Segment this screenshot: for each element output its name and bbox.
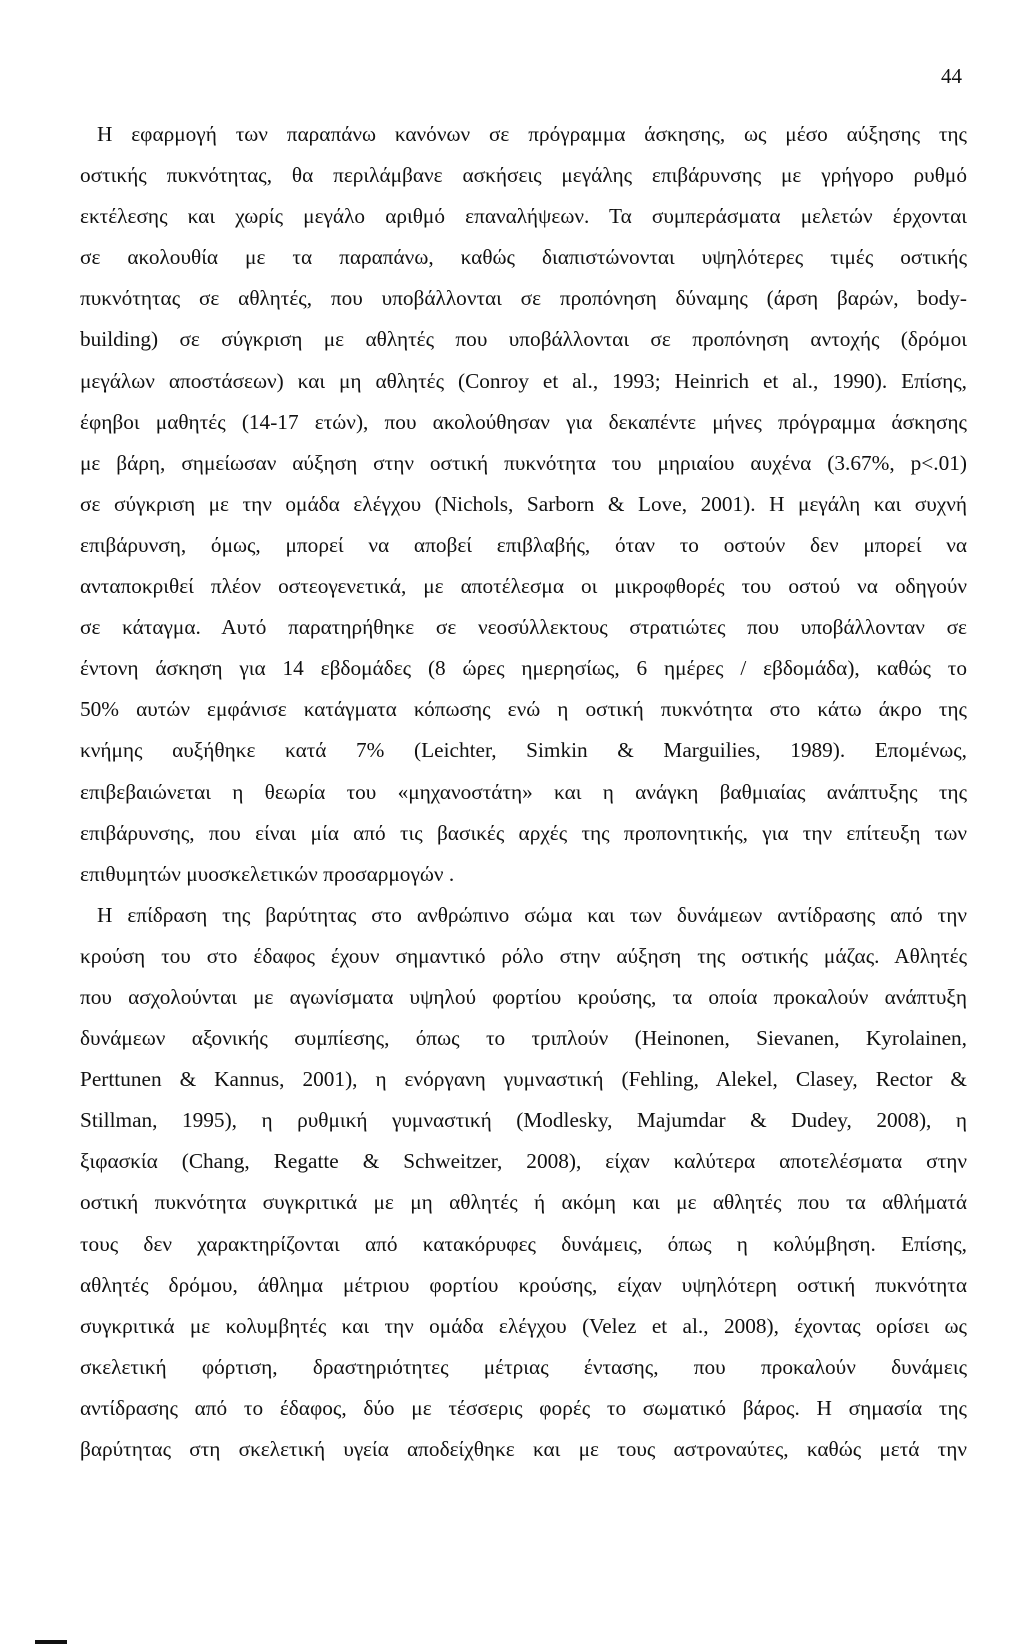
text-line: μεγάλων αποστάσεων) και μη αθλητές (Conroy et al., 1993; Heinrich et al., 1990). Επίσης,: [80, 368, 967, 393]
page-number: 44: [941, 64, 962, 88]
text-line: τους δεν χαρακτηρίζονται από κατακόρυφες δυνάμεις, όπως η κολύμβηση. Επίσης,: [80, 1231, 967, 1256]
text-line: 50% αυτών εμφάνισε κατάγματα κόπωσης ενώ η οστική πυκνότητα στο κάτω άκρο της: [80, 697, 967, 722]
text-line: Η εφαρμογή των παραπάνω κανόνων σε πρόγραμμα άσκησης, ως μέσο αύξησης της: [97, 122, 967, 146]
body-text: [80, 114, 967, 1470]
text-line: εκτέλεσης και χωρίς μεγάλο αριθμό επαναλήψεων. Τα συμπεράσματα μελετών έρχονται: [80, 204, 967, 229]
text-line: αντίδρασης από το έδαφος, δύο με τέσσερις φορές το σωματικό βάρος. Η σημασία της: [80, 1395, 967, 1420]
text-line: συγκριτικά με κολυμβητές και την ομάδα ελέγχου (Velez et al., 2008), έχοντας ορίσει ως: [80, 1313, 967, 1338]
text-line: που ασχολούνται με αγωνίσματα υψηλού φορτίου κρούσης, τα οποία προκαλούν ανάπτυξη: [80, 984, 967, 1009]
text-line: σε ακολουθία με τα παραπάνω, καθώς διαπιστώνονται υψηλότερες τιμές οστικής: [80, 245, 967, 270]
text-line: κρούση του στο έδαφος έχουν σημαντικό ρόλο στην αύξηση της οστικής μάζας. Αθλητές: [80, 943, 967, 968]
paragraph-2: [80, 895, 967, 1470]
text-line: επιβεβαιώνεται η θεωρία του «μηχανοστάτη» και η ανάγκη βαθμιαίας ανάπτυξης της: [80, 779, 967, 804]
text-line: οστικής πυκνότητας, θα περιλάμβανε ασκήσεις μεγάλης επιβάρυνσης με γρήγορο ρυθμό: [80, 163, 967, 188]
text-line: επιβάρυνση, όμως, μπορεί να αποβεί επιβλαβής, όταν το οστούν δεν μπορεί να: [80, 532, 967, 557]
paragraph-1: [80, 114, 967, 895]
text-line: πυκνότητας σε αθλητές, που υποβάλλονται σε προπόνηση δύναμης (άρση βαρών, body-: [80, 286, 967, 311]
text-line: σκελετική φόρτιση, δραστηριότητες μέτριας έντασης, που προκαλούν δυνάμεις: [80, 1354, 967, 1379]
text-line: αθλητές δρόμου, άθλημα μέτριου φορτίου κρούσης, είχαν υψηλότερη οστική πυκνότητα: [80, 1272, 967, 1297]
text-line: βαρύτητας στη σκελετική υγεία αποδείχθηκε και με τους αστροναύτες, καθώς μετά την: [80, 1437, 967, 1461]
text-line: επιβάρυνσης, που είναι μία από τις βασικές αρχές της προπονητικής, για την επίτευξη των: [80, 820, 967, 845]
text-line: επιθυμητών μυοσκελετικών προσαρμογών .: [80, 861, 455, 886]
text-line: έντονη άσκηση για 14 εβδομάδες (8 ώρες ημερησίως, 6 ημέρες / εβδομάδα), καθώς το: [80, 656, 967, 681]
text-line: σε σύγκριση με την ομάδα ελέγχου (Nichols, Sarborn & Love, 2001). Η μεγάλη και συχνή: [80, 491, 967, 516]
text-line: δυνάμεων αξονικής συμπίεσης, όπως το τριπλούν (Heinonen, Sievanen, Kyrolainen,: [80, 1026, 967, 1051]
page-edge-mark: [35, 1640, 67, 1644]
text-line: building) σε σύγκριση με αθλητές που υποβάλλονται σε προπόνηση αντοχής (δρόμοι: [80, 327, 967, 352]
text-line: ανταποκριθεί πλέον οστεογενετικά, με αποτέλεσμα οι μικροφθορές του οστού να οδηγούν: [80, 574, 967, 599]
text-line: οστική πυκνότητα συγκριτικά με μη αθλητές ή ακόμη και με αθλητές που τα αθλήματά: [80, 1190, 967, 1215]
text-line: κνήμης αυξήθηκε κατά 7% (Leichter, Simkin & Marguilies, 1989). Επομένως,: [80, 738, 967, 763]
text-line: Stillman, 1995), η ρυθμική γυμναστική (Modlesky, Majumdar & Dudey, 2008), η: [80, 1108, 967, 1133]
text-line: ξιφασκία (Chang, Regatte & Schweitzer, 2008), είχαν καλύτερα αποτελέσματα στην: [80, 1149, 967, 1174]
text-line: με βάρη, σημείωσαν αύξηση στην οστική πυκνότητα του μηριαίου αυχένα (3.67%, p<.01): [80, 450, 967, 475]
text-line: Η επίδραση της βαρύτητας στο ανθρώπινο σώμα και των δυνάμεων αντίδρασης από την: [97, 902, 967, 927]
text-line: Perttunen & Kannus, 2001), η ενόργανη γυμναστική (Fehling, Alekel, Clasey, Rector &: [80, 1067, 967, 1092]
text-line: έφηβοι μαθητές (14-17 ετών), που ακολούθησαν για δεκαπέντε μήνες πρόγραμμα άσκησης: [80, 409, 967, 434]
text-line: σε κάταγμα. Αυτό παρατηρήθηκε σε νεοσύλλεκτους στρατιώτες που υποβάλλονταν σε: [80, 615, 967, 640]
